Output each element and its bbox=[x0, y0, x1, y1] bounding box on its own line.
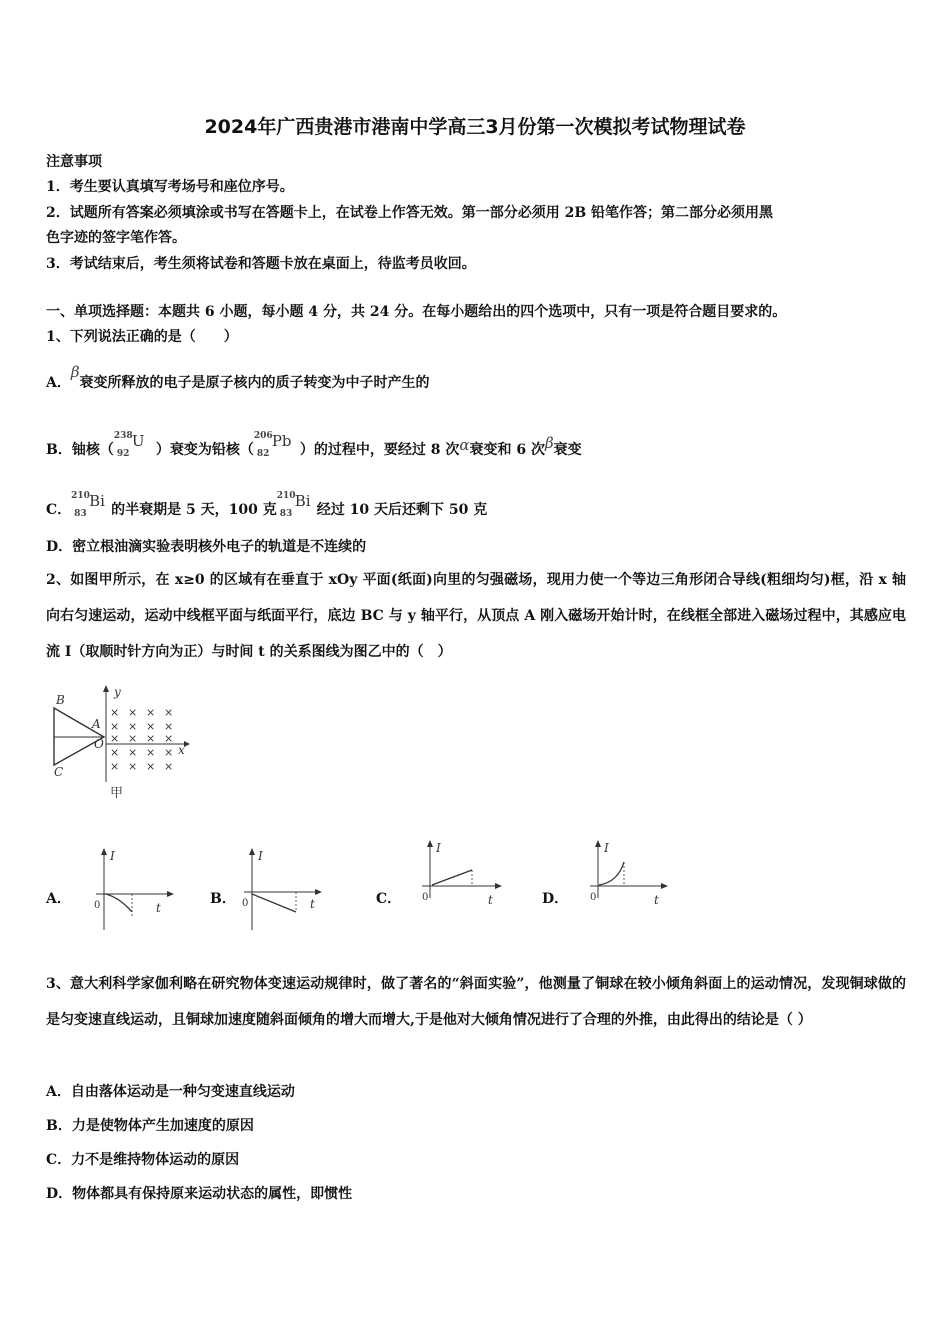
notice-heading: 注意事项 bbox=[46, 154, 102, 170]
uranium-nuclide bbox=[114, 430, 156, 460]
notice-item: 3．考试结束后，考生须将试卷和答题卡放在桌面上，待监考员收回。 bbox=[46, 256, 476, 272]
origin-label: 0 bbox=[242, 898, 249, 909]
bismuth-nuclide bbox=[71, 490, 111, 520]
field-cross: × bbox=[164, 732, 174, 745]
option-label: C． bbox=[46, 502, 72, 518]
axis-label-t: t bbox=[156, 901, 161, 915]
beta-symbol: β bbox=[544, 434, 554, 452]
element-symbol: Pb bbox=[271, 432, 292, 450]
option-text: 经过 10 天后还剩下 50 克 bbox=[316, 502, 488, 518]
current-curve bbox=[104, 894, 132, 912]
current-line bbox=[432, 870, 472, 885]
element-symbol: U bbox=[131, 432, 145, 450]
q2-option-a-label: A． bbox=[46, 891, 71, 907]
option-text: 衰变所释放的电子是原子核内的质子转变为中子时产生的 bbox=[79, 375, 430, 391]
field-cross: × bbox=[164, 706, 174, 719]
label-A: A bbox=[92, 717, 101, 731]
magnetic-field bbox=[110, 706, 173, 773]
q3-stem: 3、意大利科学家伽利略在研究物体变速运动规律时，做了著名的“斜面实验”，他测量了铜球在较小倾角斜面上的运动情况，发现铜球做的是匀变速直线运动，且铜球加速度随斜面倾角的增大而增大,于是他对大倾角情况进行了合理的外推，由此得出的结论是（ ） bbox=[46, 976, 906, 1028]
axis-arrow-icon bbox=[595, 840, 601, 847]
label-O: O bbox=[94, 737, 104, 751]
atomic-number: 83 bbox=[74, 509, 87, 519]
label-y: y bbox=[114, 685, 121, 699]
field-cross: × bbox=[128, 760, 138, 773]
y-arrow-icon bbox=[103, 685, 109, 692]
field-cross: × bbox=[164, 720, 174, 733]
axis-arrow-icon bbox=[315, 889, 322, 895]
origin-label: 0 bbox=[94, 900, 101, 911]
option-text: 衰变 bbox=[553, 442, 582, 458]
axis-arrow-icon bbox=[661, 883, 668, 889]
axis-label-I: I bbox=[604, 841, 609, 855]
option-text: ）衰变为铅核（ bbox=[155, 442, 254, 458]
axis-label-I: I bbox=[110, 849, 115, 863]
axis-label-t: t bbox=[488, 893, 493, 907]
field-cross: × bbox=[110, 720, 120, 733]
q1-option-c bbox=[46, 490, 487, 520]
field-cross: × bbox=[146, 706, 156, 719]
figure-jia bbox=[44, 682, 194, 804]
q1-option-d: D．密立根油滴实验表明核外电子的轨道是不连续的 bbox=[46, 539, 367, 555]
axis-arrow-icon bbox=[167, 891, 174, 897]
current-line bbox=[252, 894, 296, 912]
label-C: C bbox=[54, 765, 64, 779]
axis-label-t: t bbox=[654, 893, 659, 907]
figure-caption: 甲 bbox=[110, 786, 124, 801]
q2-graph-b bbox=[238, 846, 324, 936]
notice-item: 1．考生要认真填写考场号和座位序号。 bbox=[46, 179, 294, 195]
origin-label: 0 bbox=[590, 892, 597, 903]
field-cross: × bbox=[164, 760, 174, 773]
atomic-number: 92 bbox=[116, 449, 130, 459]
lead-nuclide bbox=[254, 430, 300, 460]
option-label: B．铀核（ bbox=[46, 442, 114, 458]
atomic-number: 82 bbox=[256, 449, 270, 459]
axis-arrow-icon bbox=[101, 848, 107, 855]
mass-number: 210 bbox=[276, 491, 296, 501]
field-cross: × bbox=[146, 720, 156, 733]
element-symbol: Bi bbox=[294, 492, 311, 510]
beta-symbol: β bbox=[70, 363, 80, 381]
q3-option-d: D．物体都具有保持原来运动状态的属性，即惯性 bbox=[46, 1186, 353, 1202]
axis-arrow-icon bbox=[495, 883, 502, 889]
notice-item: 色字迹的签字笔作答。 bbox=[46, 230, 186, 246]
q3-option-b: B．力是使物体产生加速度的原因 bbox=[46, 1118, 254, 1134]
q3-option-a: A．自由落体运动是一种匀变速直线运动 bbox=[46, 1084, 295, 1100]
label-x: x bbox=[178, 743, 185, 757]
axis-label-I: I bbox=[258, 849, 263, 863]
q2-option-d-label: D． bbox=[542, 891, 569, 907]
x-arrow-icon bbox=[184, 741, 190, 747]
q1-option-a bbox=[46, 363, 430, 393]
field-cross: × bbox=[128, 732, 138, 745]
q2-option-b-label: B． bbox=[210, 891, 236, 907]
option-text: 衰变和 6 次 bbox=[469, 442, 545, 458]
field-cross: × bbox=[128, 746, 138, 759]
field-cross: × bbox=[146, 760, 156, 773]
element-symbol: Bi bbox=[89, 492, 105, 510]
q2-graph-c bbox=[416, 838, 506, 908]
field-cross: × bbox=[110, 760, 120, 773]
q2-graph-d bbox=[584, 838, 674, 908]
q2-stem: 2、如图甲所示，在 x≥0 的区域有在垂直于 xOy 平面(纸面)向里的匀强磁场，现用力使一个等边三角形闭合导线(粗细均匀)框，沿 x 轴向右匀速运动，运动中线框平面与纸面平行，底边 BC 与 y 轴平行，从顶点 A 刚入磁场开始计时，在线框全部进入磁场过程中，其感应电流 I（取顺时针方向为正）与时间 t 的关系图线为图乙中的（ ） bbox=[46, 572, 906, 660]
q1-stem: 1、下列说法正确的是（ ） bbox=[46, 329, 238, 345]
mass-number: 238 bbox=[113, 431, 133, 441]
field-cross: × bbox=[164, 746, 174, 759]
page-title: 2024年广西贵港市港南中学高三3月份第一次模拟考试物理试卷 bbox=[204, 116, 746, 138]
q1-option-b bbox=[46, 430, 582, 460]
axis-label-t: t bbox=[310, 897, 315, 911]
field-cross: × bbox=[110, 732, 120, 745]
bismuth-nuclide bbox=[277, 490, 317, 520]
origin-label: 0 bbox=[422, 892, 429, 903]
q3-option-c: C．力不是维持物体运动的原因 bbox=[46, 1152, 240, 1168]
section-heading: 一、单项选择题：本题共 6 小题，每小题 4 分，共 24 分。在每小题给出的四个选项中，只有一项是符合题目要求的。 bbox=[46, 304, 787, 320]
current-curve bbox=[599, 862, 624, 885]
field-cross: × bbox=[128, 720, 138, 733]
axis-arrow-icon bbox=[249, 848, 255, 855]
field-cross: × bbox=[110, 706, 120, 719]
atomic-number: 83 bbox=[279, 509, 293, 519]
label-B: B bbox=[56, 693, 65, 707]
mass-number: 206 bbox=[253, 431, 273, 441]
option-text: 的半衰期是 5 天，100 克 bbox=[111, 502, 277, 518]
field-cross: × bbox=[110, 746, 120, 759]
q2-graph-a bbox=[90, 846, 176, 936]
axis-arrow-icon bbox=[427, 840, 433, 847]
field-cross: × bbox=[146, 746, 156, 759]
q2-option-c-label: C． bbox=[376, 891, 402, 907]
option-text: ）的过程中，要经过 8 次 bbox=[299, 442, 460, 458]
notice-item: 2．试题所有答案必须填涂或书写在答题卡上，在试卷上作答无效。第一部分必须用 2B 铅笔作答；第二部分必须用黑 bbox=[46, 205, 774, 221]
option-label: A． bbox=[46, 375, 71, 391]
field-cross: × bbox=[128, 706, 138, 719]
alpha-symbol: α bbox=[459, 436, 470, 454]
mass-number: 210 bbox=[71, 491, 90, 501]
field-cross: × bbox=[146, 732, 156, 745]
axis-label-I: I bbox=[436, 841, 441, 855]
